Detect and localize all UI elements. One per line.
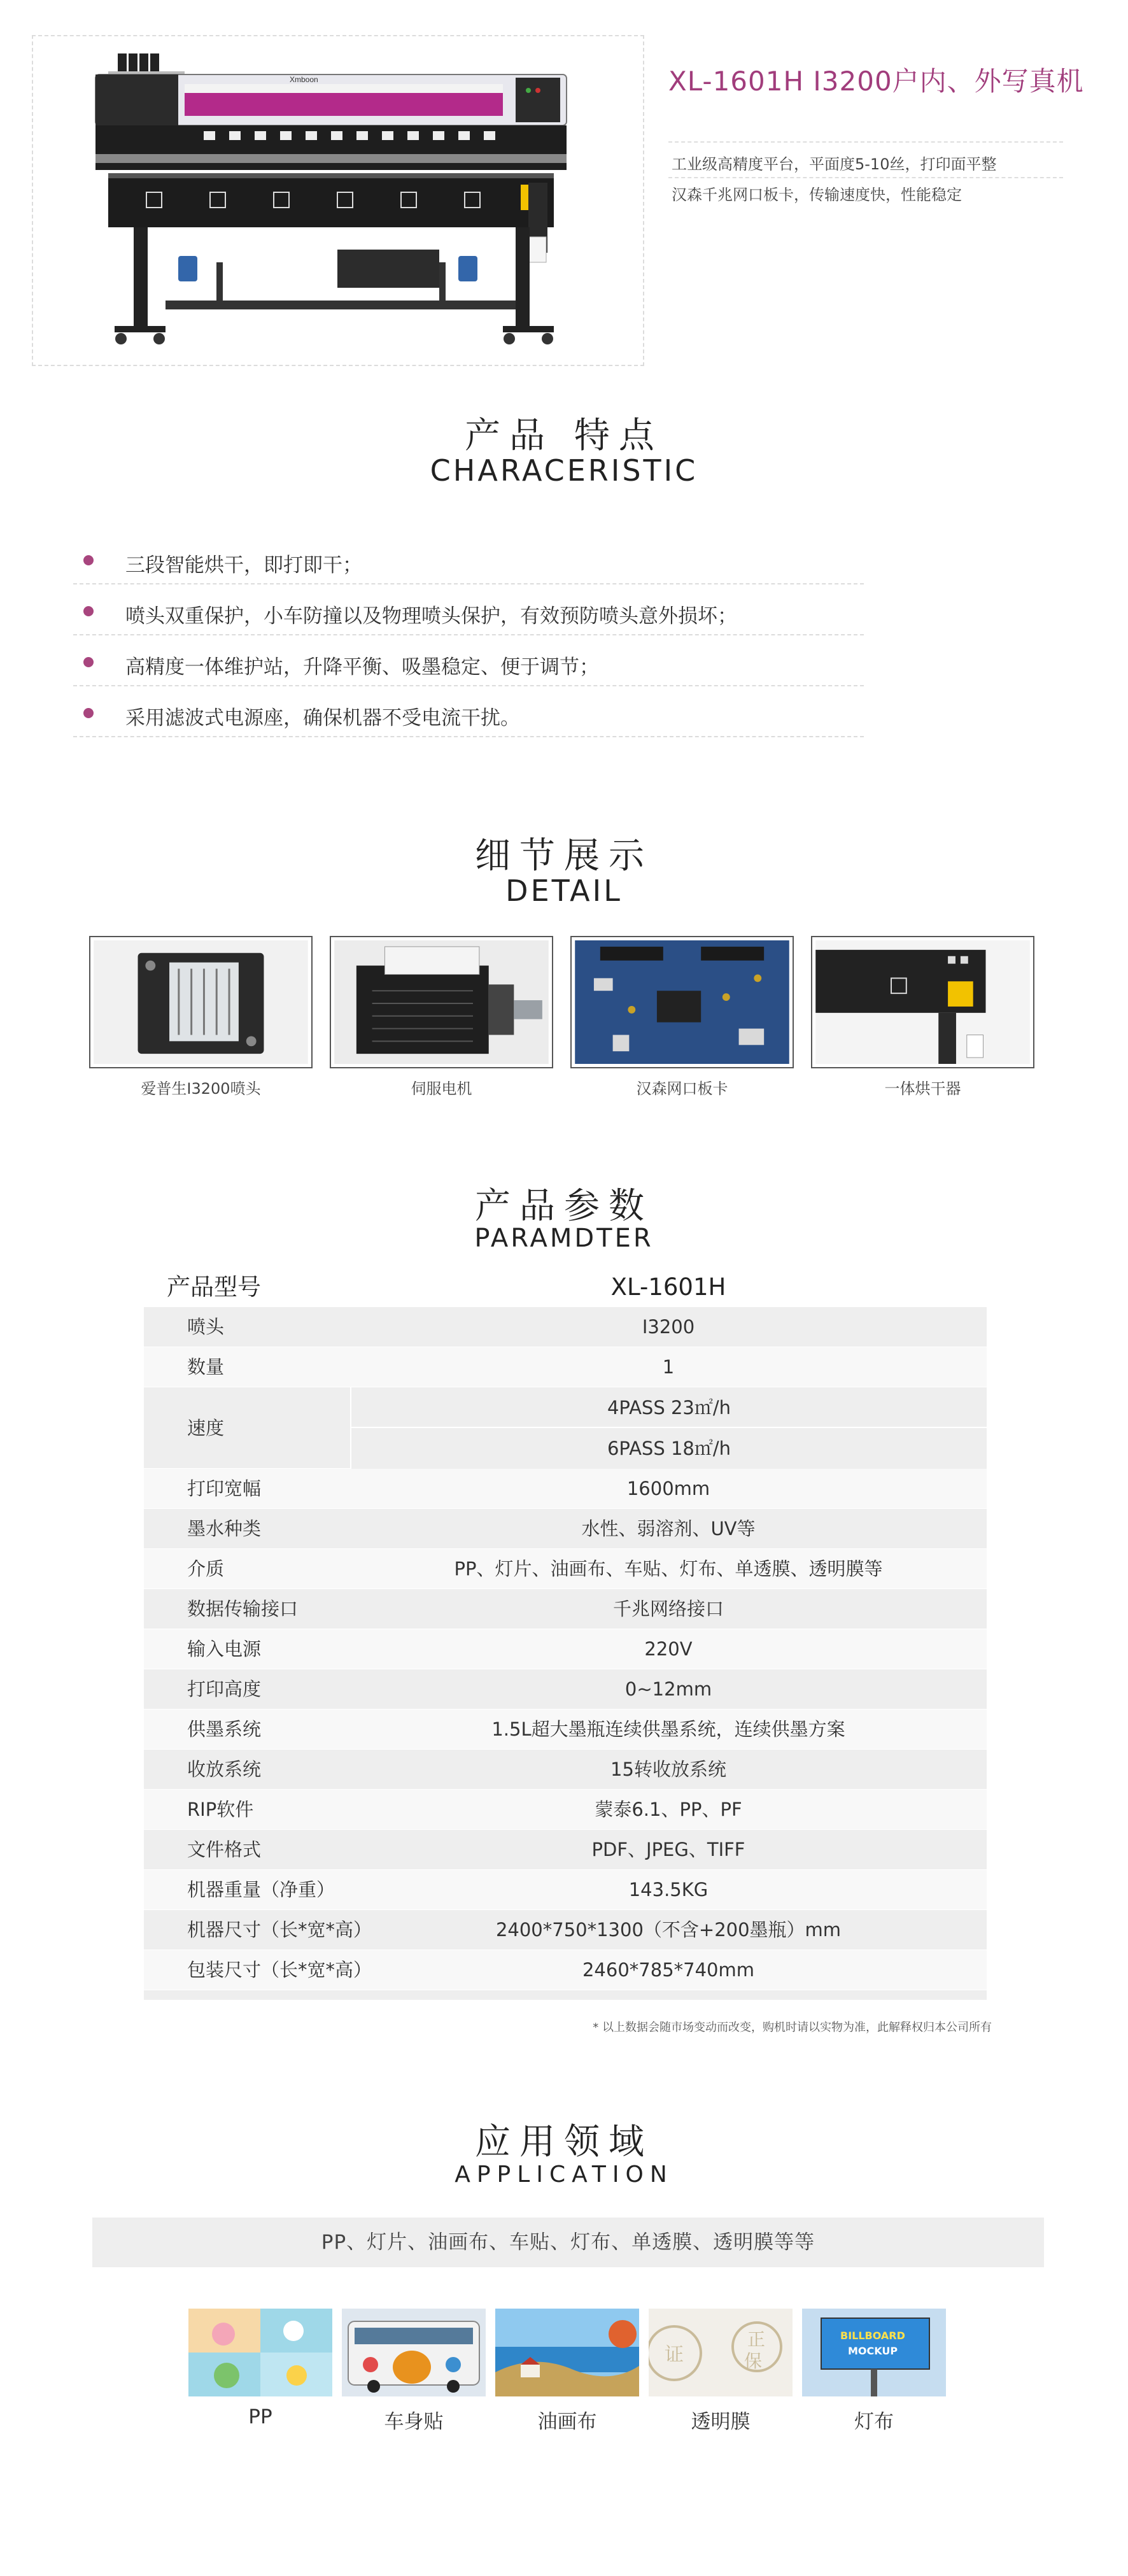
application-image-canvas (495, 2309, 639, 2396)
param-value: 15转收放系统 (610, 1759, 726, 1780)
desc-divider (668, 177, 1063, 178)
param-value: 千兆网络接口 (612, 1598, 724, 1620)
feature-item (73, 534, 864, 584)
params-table (144, 1267, 987, 2000)
application-image-film (649, 2309, 793, 2396)
detail-title-en: DETAIL (505, 874, 623, 908)
speed-sub-row (350, 1387, 987, 1428)
bullet-dot-icon (83, 555, 94, 565)
application-image-bus (342, 2309, 486, 2396)
model-title: XL-1601H I3200户内、外写真机 (668, 66, 1084, 97)
printer-brand: Xmboon (290, 75, 318, 84)
table-row (144, 1307, 987, 1347)
stamp-text: 证 (665, 2344, 684, 2366)
table-row (144, 1549, 987, 1589)
speed-sub-row (350, 1428, 987, 1469)
application-caption: 车身贴 (384, 2410, 444, 2433)
param-value: 1.5L超大墨瓶连续供墨系统，连续供墨方案 (491, 1718, 845, 1740)
billboard-text: BILLBOARD (840, 2330, 905, 2342)
feature-text: 采用滤波式电源座，确保机器不受电流干扰。 (125, 707, 520, 730)
detail-image-dryer (811, 936, 1034, 1068)
param-value: 4PASS 23㎡/h (607, 1397, 731, 1419)
param-label: 收放系统 (187, 1759, 262, 1780)
param-label: 供墨系统 (187, 1718, 262, 1740)
param-value: 6PASS 18㎡/h (607, 1438, 731, 1459)
detail-image-board (570, 936, 794, 1068)
application-title-cn: 应用领域 (475, 2121, 653, 2163)
feature-item (73, 635, 864, 686)
detail-image-printhead (89, 936, 313, 1068)
param-label: 数据传输接口 (187, 1598, 299, 1620)
application-title-en: APPLICATION (455, 2162, 673, 2188)
param-label: 数量 (187, 1356, 225, 1378)
application-banner: PP、灯片、油画布、车贴、灯布、单透膜、透明膜等等 (92, 2218, 1044, 2267)
param-value: PDF、JPEG、TIFF (591, 1839, 745, 1860)
param-label: 打印高度 (187, 1678, 262, 1700)
detail-image-servo (330, 936, 553, 1068)
table-row (144, 1509, 987, 1549)
feature-item (73, 686, 864, 737)
param-label: 打印宽幅 (187, 1478, 262, 1499)
params-title-cn: 产品参数 (475, 1185, 653, 1227)
table-footer-bar (144, 1990, 987, 2000)
params-header-row (144, 1267, 987, 1307)
param-label: 喷头 (187, 1316, 225, 1338)
param-value: 2460*785*740mm (582, 1959, 754, 1981)
feature-text: 三段智能烘干，即打即干； (125, 554, 362, 577)
param-label: 输入电源 (187, 1638, 262, 1660)
param-label: 机器重量（净重） (187, 1879, 335, 1900)
table-row (144, 1669, 987, 1709)
param-label: 墨水种类 (187, 1518, 262, 1539)
param-label: 文件格式 (187, 1839, 262, 1860)
param-value: 0~12mm (624, 1678, 712, 1700)
application-caption: 灯布 (854, 2410, 894, 2433)
application-caption: 油画布 (537, 2410, 597, 2433)
params-header-value: XL-1601H (610, 1273, 726, 1301)
params-title-en: PARAMDTER (474, 1224, 654, 1253)
table-row (144, 1469, 987, 1509)
desc-line-2: 汉森千兆网口板卡，传输速度快，性能稳定 (672, 186, 962, 204)
param-label: 包装尺寸（长*宽*高） (187, 1959, 372, 1981)
detail-caption: 爱普生I3200喷头 (141, 1080, 261, 1098)
param-value: 2400*750*1300（不含+200墨瓶）mm (495, 1919, 842, 1941)
characteristic-title-cn: 产品 特点 (465, 415, 663, 456)
table-row (144, 1830, 987, 1870)
param-value: 1600mm (626, 1478, 710, 1499)
param-label: RIP软件 (187, 1799, 254, 1820)
application-image-lightbox (802, 2309, 946, 2396)
application-caption: 透明膜 (691, 2410, 751, 2433)
billboard-text: MOCKUP (848, 2345, 898, 2357)
table-row (144, 1870, 987, 1910)
application-image-pp (188, 2309, 332, 2396)
table-row (144, 1347, 987, 1387)
table-row (144, 1709, 987, 1750)
table-row (144, 1589, 987, 1629)
param-value: 蒙泰6.1、PP、PF (595, 1799, 742, 1820)
param-value: 220V (644, 1638, 693, 1660)
table-row (144, 1950, 987, 1990)
table-row-speed (144, 1387, 987, 1469)
params-note: * 以上数据会随市场变动而改变，购机时请以实物为准，此解释权归本公司所有 (593, 2021, 992, 2034)
param-value: 143.5KG (628, 1879, 709, 1900)
detail-caption: 汉森网口板卡 (636, 1080, 728, 1098)
bullet-dot-icon (83, 657, 94, 667)
bullet-dot-icon (83, 708, 94, 718)
param-value: I3200 (642, 1316, 695, 1338)
params-header-label: 产品型号 (167, 1273, 261, 1301)
desc-line-1: 工业级高精度平台，平面度5-10丝，打印面平整 (672, 155, 997, 173)
table-row (144, 1910, 987, 1950)
param-label: 机器尺寸（长*宽*高） (187, 1919, 372, 1941)
feature-text: 喷头双重保护，小车防撞以及物理喷头保护，有效预防喷头意外损坏； (125, 605, 737, 628)
stamp-text: 保 (744, 2351, 763, 2372)
feature-item (73, 584, 864, 635)
param-label: 介质 (187, 1558, 225, 1580)
detail-title-cn: 细节展示 (475, 835, 653, 877)
table-row (144, 1790, 987, 1830)
detail-caption: 一体烘干器 (884, 1080, 961, 1098)
desc-divider (668, 141, 1063, 143)
param-label: 速度 (187, 1417, 225, 1439)
table-row (144, 1750, 987, 1790)
table-row (144, 1629, 987, 1669)
application-caption: PP (248, 2405, 272, 2428)
characteristic-title-en: CHARACERISTIC (430, 453, 698, 488)
printer-image (83, 46, 592, 351)
param-value: 1 (662, 1356, 675, 1378)
param-value: PP、灯片、油画布、车贴、灯布、单透膜、透明膜等 (454, 1558, 883, 1580)
bullet-dot-icon (83, 606, 94, 616)
stamp-text: 正 (747, 2329, 766, 2350)
detail-caption: 伺服电机 (411, 1080, 472, 1098)
param-value: 水性、弱溶剂、UV等 (581, 1518, 756, 1539)
feature-text: 高精度一体维护站，升降平衡、吸墨稳定、便于调节； (125, 656, 599, 679)
